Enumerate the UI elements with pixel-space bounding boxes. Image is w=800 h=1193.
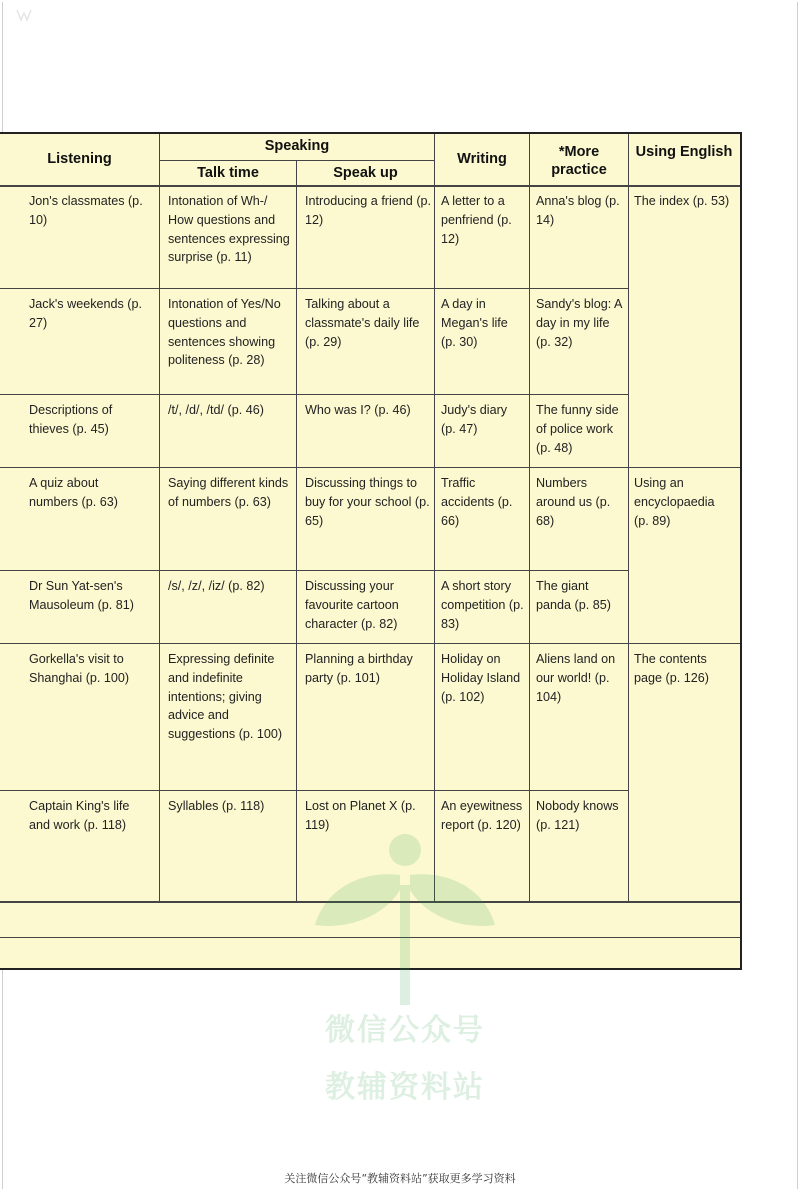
row1-listening: Jon's classmates (p. 10) (29, 194, 143, 227)
row6-listening: Gorkella's visit to Shanghai (p. 100) (29, 652, 130, 685)
row4-talk-time: Saying different kinds of numbers (p. 63) (168, 476, 289, 509)
rule-table-end (0, 901, 740, 903)
row6-more-practice: Aliens land on our world! (p. 104) (536, 652, 616, 704)
contents-table (0, 132, 742, 970)
watermark-line1: 微信公众号 (325, 1013, 485, 1048)
row2-talk-time: Intonation of Yes/No questions and sentences showing politeness (p. 28) (168, 297, 281, 368)
header-using-english: Using English (635, 144, 733, 160)
corner-mark-icon (16, 8, 32, 22)
row3-listening: Descriptions of thieves (p. 45) (29, 403, 113, 436)
rule-header-bottom (0, 185, 740, 187)
rule-row2 (0, 394, 628, 395)
row5-listening: Dr Sun Yat-sen's Mausoleum (p. 81) (29, 579, 134, 612)
row4-listening: A quiz about numbers (p. 63) (29, 476, 118, 509)
row1-talk-time: Intonation of Wh-/ How questions and sentences expressing surprise (p. 11) (168, 194, 290, 265)
rule-row1 (0, 288, 628, 289)
using-english-unit1: The index (p. 53) (634, 194, 730, 208)
row2-listening: Jack's weekends (p. 27) (29, 297, 142, 330)
col-rule-2 (296, 160, 297, 902)
col-rule-3 (434, 134, 435, 902)
col-rule-1 (159, 134, 160, 902)
row2-speak-up: Talking about a classmate's daily life (p. 29) (305, 297, 420, 349)
using-english-unit3: The contents page (p. 126) (634, 652, 709, 685)
row5-writing: A short story competition (p. 83) (441, 579, 524, 631)
row5-speak-up: Discussing your favourite cartoon character (p. 82) (305, 579, 399, 631)
rule-unit2 (0, 467, 740, 468)
row7-speak-up: Lost on Planet X (p. 119) (305, 799, 416, 832)
col-rule-4 (529, 134, 530, 902)
row1-writing: A letter to a penfriend (p. 12) (441, 194, 512, 246)
row5-talk-time: /s/, /z/, /iz/ (p. 82) (168, 579, 265, 593)
header-speaking: Speaking (264, 138, 330, 154)
rule-row6 (0, 790, 628, 791)
rule-speaking-sub (160, 160, 434, 161)
rule-row4 (0, 570, 628, 571)
rule-unit3 (0, 643, 740, 644)
row4-more-practice: Numbers around us (p. 68) (536, 476, 611, 528)
row3-talk-time: /t/, /d/, /td/ (p. 46) (168, 403, 264, 417)
header-more-practice: *More practice (551, 144, 607, 178)
row4-writing: Traffic accidents (p. 66) (441, 476, 513, 528)
row3-speak-up: Who was I? (p. 46) (305, 403, 411, 417)
header-writing: Writing (457, 151, 507, 167)
header-listening: Listening (47, 151, 112, 167)
using-english-unit2: Using an encyclopaedia (p. 89) (634, 476, 715, 528)
row2-writing: A day in Megan's life (p. 30) (441, 297, 508, 349)
row7-talk-time: Syllables (p. 118) (168, 799, 265, 813)
row6-speak-up: Planning a birthday party (p. 101) (305, 652, 413, 685)
row1-more-practice: Anna's blog (p. 14) (536, 194, 620, 227)
header-speak-up: Speak up (333, 165, 398, 181)
row6-talk-time: Expressing definite and indefinite intentions; giving advice and suggestions (p. 100) (168, 652, 283, 742)
watermark-line2: 教辅资料站 (325, 1070, 485, 1105)
row5-more-practice: The giant panda (p. 85) (536, 579, 611, 612)
footer-note: 关注微信公众号“教辅资料站”获取更多学习资料 (284, 1172, 516, 1185)
col-rule-5 (628, 134, 629, 902)
header-talk-time: Talk time (197, 165, 259, 181)
row3-writing: Judy's diary (p. 47) (441, 403, 508, 436)
row6-writing: Holiday on Holiday Island (p. 102) (441, 652, 521, 704)
row4-speak-up: Discussing things to buy for your school (p. 65) (305, 476, 430, 528)
row7-more-practice: Nobody knows (p. 121) (536, 799, 619, 832)
row3-more-practice: The funny side of police work (p. 48) (536, 403, 619, 455)
row1-speak-up: Introducing a friend (p. 12) (305, 194, 432, 227)
row7-listening: Captain King's life and work (p. 118) (29, 799, 130, 832)
row2-more-practice: Sandy's blog: A day in my life (p. 32) (536, 297, 622, 349)
row7-writing: An eyewitness report (p. 120) (441, 799, 523, 832)
rule-extra-1 (0, 937, 740, 938)
